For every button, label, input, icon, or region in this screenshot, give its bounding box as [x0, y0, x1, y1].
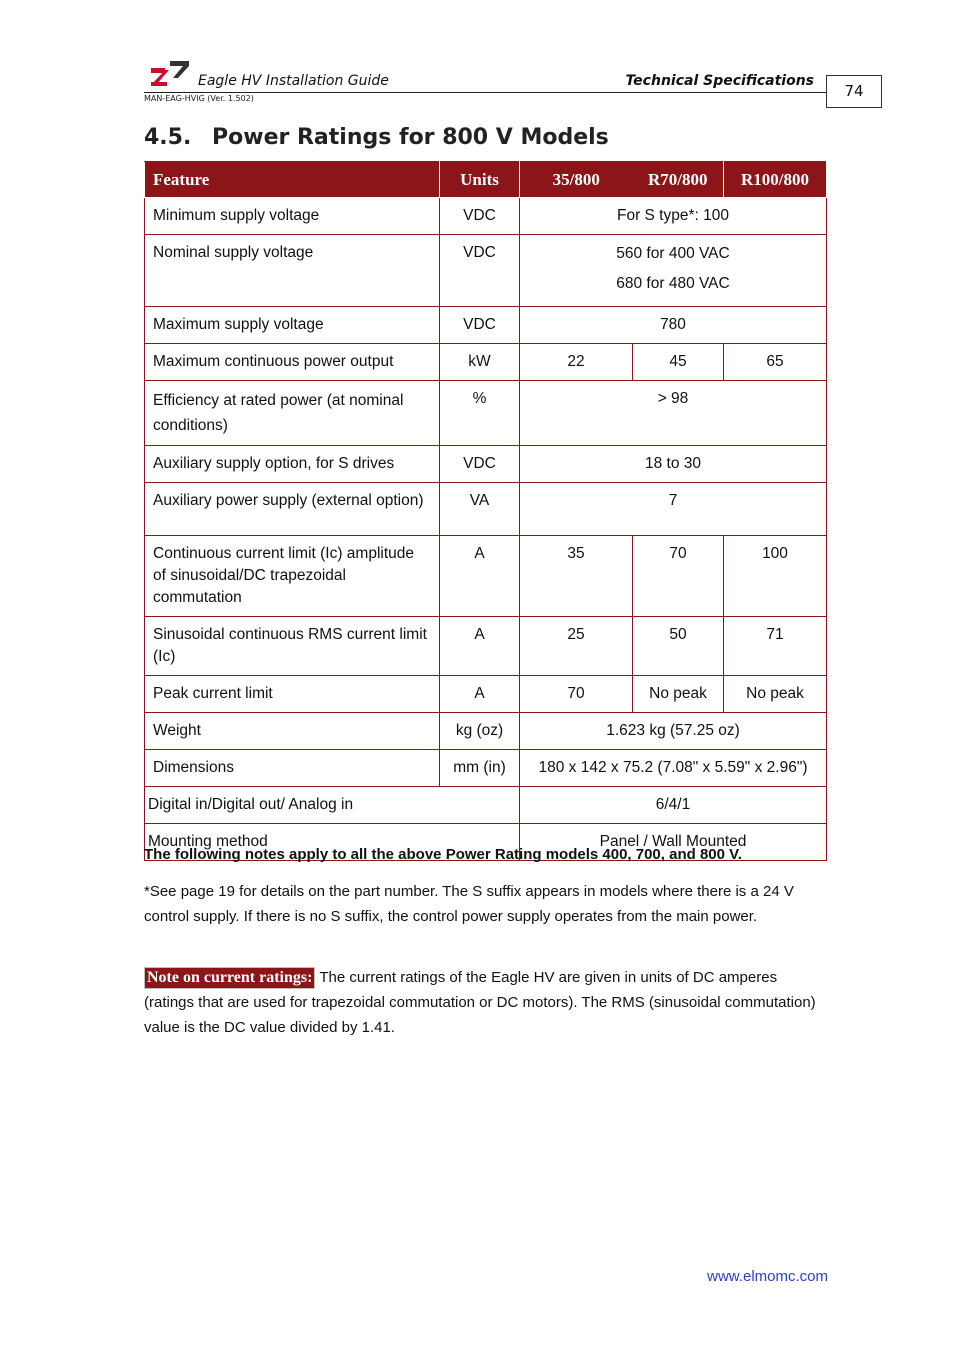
- feature-cell: Efficiency at rated power (at nominal conditions): [145, 381, 440, 446]
- note-label: Note on current ratings:: [144, 967, 315, 989]
- table-row: [145, 750, 827, 787]
- table-header-row: [145, 162, 827, 198]
- feature-cell: Auxiliary supply option, for S drives: [145, 446, 440, 483]
- table-row: [145, 235, 827, 307]
- value-cell: 50: [633, 617, 724, 676]
- value-cell: 780: [520, 307, 827, 344]
- notes-heading: The following notes apply to all the above Power Rating models 400, 700, and 800 V.: [144, 846, 742, 863]
- footnote-paragraph: *See page 19 for details on the part number. The S suffix appears in models where there is a 24 V control supply. If there is no S suffix, the control power supply operates from the main power.: [144, 883, 794, 925]
- value-cell: 35: [520, 536, 633, 617]
- value-line: 680 for 480 VAC: [616, 275, 730, 292]
- value-cell: 7: [520, 483, 827, 536]
- feature-cell: Auxiliary power supply (external option): [145, 483, 440, 536]
- feature-cell: Mounting method: [145, 824, 520, 861]
- feature-cell: Peak current limit: [145, 676, 440, 713]
- value-cell: 71: [724, 617, 827, 676]
- table-row: [145, 536, 827, 617]
- feature-cell: Nominal supply voltage: [145, 235, 440, 307]
- table-row: [145, 787, 827, 824]
- units-cell: VDC: [440, 198, 520, 235]
- feature-cell: Weight: [145, 713, 440, 750]
- page-number: 74: [826, 75, 882, 108]
- units-cell: VDC: [440, 446, 520, 483]
- elmo-logo-icon: [148, 58, 190, 88]
- feature-cell: Continuous current limit (Ic) amplitude of sinusoidal/DC trapezoidal commutation: [145, 536, 440, 617]
- table-row: [145, 446, 827, 483]
- power-ratings-table: [144, 161, 827, 861]
- value-cell: No peak: [724, 676, 827, 713]
- current-ratings-note: [144, 965, 826, 1040]
- column-header-units: Units: [440, 162, 520, 198]
- value-cell: 25: [520, 617, 633, 676]
- feature-cell: Dimensions: [145, 750, 440, 787]
- units-cell: VA: [440, 483, 520, 536]
- feature-cell: Digital in/Digital out/ Analog in: [145, 787, 520, 824]
- table-row: [145, 381, 827, 446]
- feature-cell: Minimum supply voltage: [145, 198, 440, 235]
- table-row: [145, 344, 827, 381]
- header-rule: [144, 92, 826, 93]
- column-header-r70-800: R70/800: [633, 162, 724, 198]
- units-cell: A: [440, 617, 520, 676]
- footer-link[interactable]: www.elmomc.com: [707, 1268, 828, 1285]
- units-cell: kW: [440, 344, 520, 381]
- table-row: [145, 617, 827, 676]
- value-cell: 70: [520, 676, 633, 713]
- value-cell: 6/4/1: [520, 787, 827, 824]
- table-row: [145, 307, 827, 344]
- value-cell: 45: [633, 344, 724, 381]
- section-number: 4.5.: [144, 125, 192, 150]
- page-heading: Power Ratings for 800 V Models: [212, 125, 609, 150]
- feature-cell: Maximum continuous power output: [145, 344, 440, 381]
- feature-cell: Sinusoidal continuous RMS current limit (Ic): [145, 617, 440, 676]
- note-text: The current ratings of the Eagle HV are given in units of DC amperes (ratings that are used for trapezoidal commutation or DC motors). The RMS (sinusoidal commutation) value is the DC value divided by 1.41.: [144, 969, 816, 1036]
- value-cell: Panel / Wall Mounted: [520, 824, 827, 861]
- value-cell: No peak: [633, 676, 724, 713]
- value-cell: 18 to 30: [520, 446, 827, 483]
- table-row: [145, 713, 827, 750]
- column-header-35-800: 35/800: [520, 162, 633, 198]
- column-header-r100-800: R100/800: [724, 162, 827, 198]
- units-cell: VDC: [440, 235, 520, 307]
- column-header-feature: Feature: [145, 162, 440, 198]
- value-cell: 22: [520, 344, 633, 381]
- value-cell: [520, 235, 827, 307]
- units-cell: mm (in): [440, 750, 520, 787]
- value-cell: 100: [724, 536, 827, 617]
- table-row: [145, 676, 827, 713]
- value-cell: > 98: [520, 381, 827, 446]
- table-row: [145, 198, 827, 235]
- units-cell: kg (oz): [440, 713, 520, 750]
- section-title: Technical Specifications: [625, 73, 814, 89]
- units-cell: A: [440, 676, 520, 713]
- value-cell: 65: [724, 344, 827, 381]
- document-id: MAN-EAG-HVIG (Ver. 1.502): [144, 94, 254, 103]
- units-cell: A: [440, 536, 520, 617]
- value-cell: 70: [633, 536, 724, 617]
- table-row: [145, 483, 827, 536]
- value-line: 560 for 400 VAC: [616, 245, 730, 262]
- units-cell: VDC: [440, 307, 520, 344]
- units-cell: %: [440, 381, 520, 446]
- guide-title: Eagle HV Installation Guide: [198, 73, 389, 89]
- value-cell: 180 x 142 x 75.2 (7.08" x 5.59" x 2.96"): [520, 750, 827, 787]
- value-cell: 1.623 kg (57.25 oz): [520, 713, 827, 750]
- feature-cell: Maximum supply voltage: [145, 307, 440, 344]
- value-cell: For S type*: 100: [520, 198, 827, 235]
